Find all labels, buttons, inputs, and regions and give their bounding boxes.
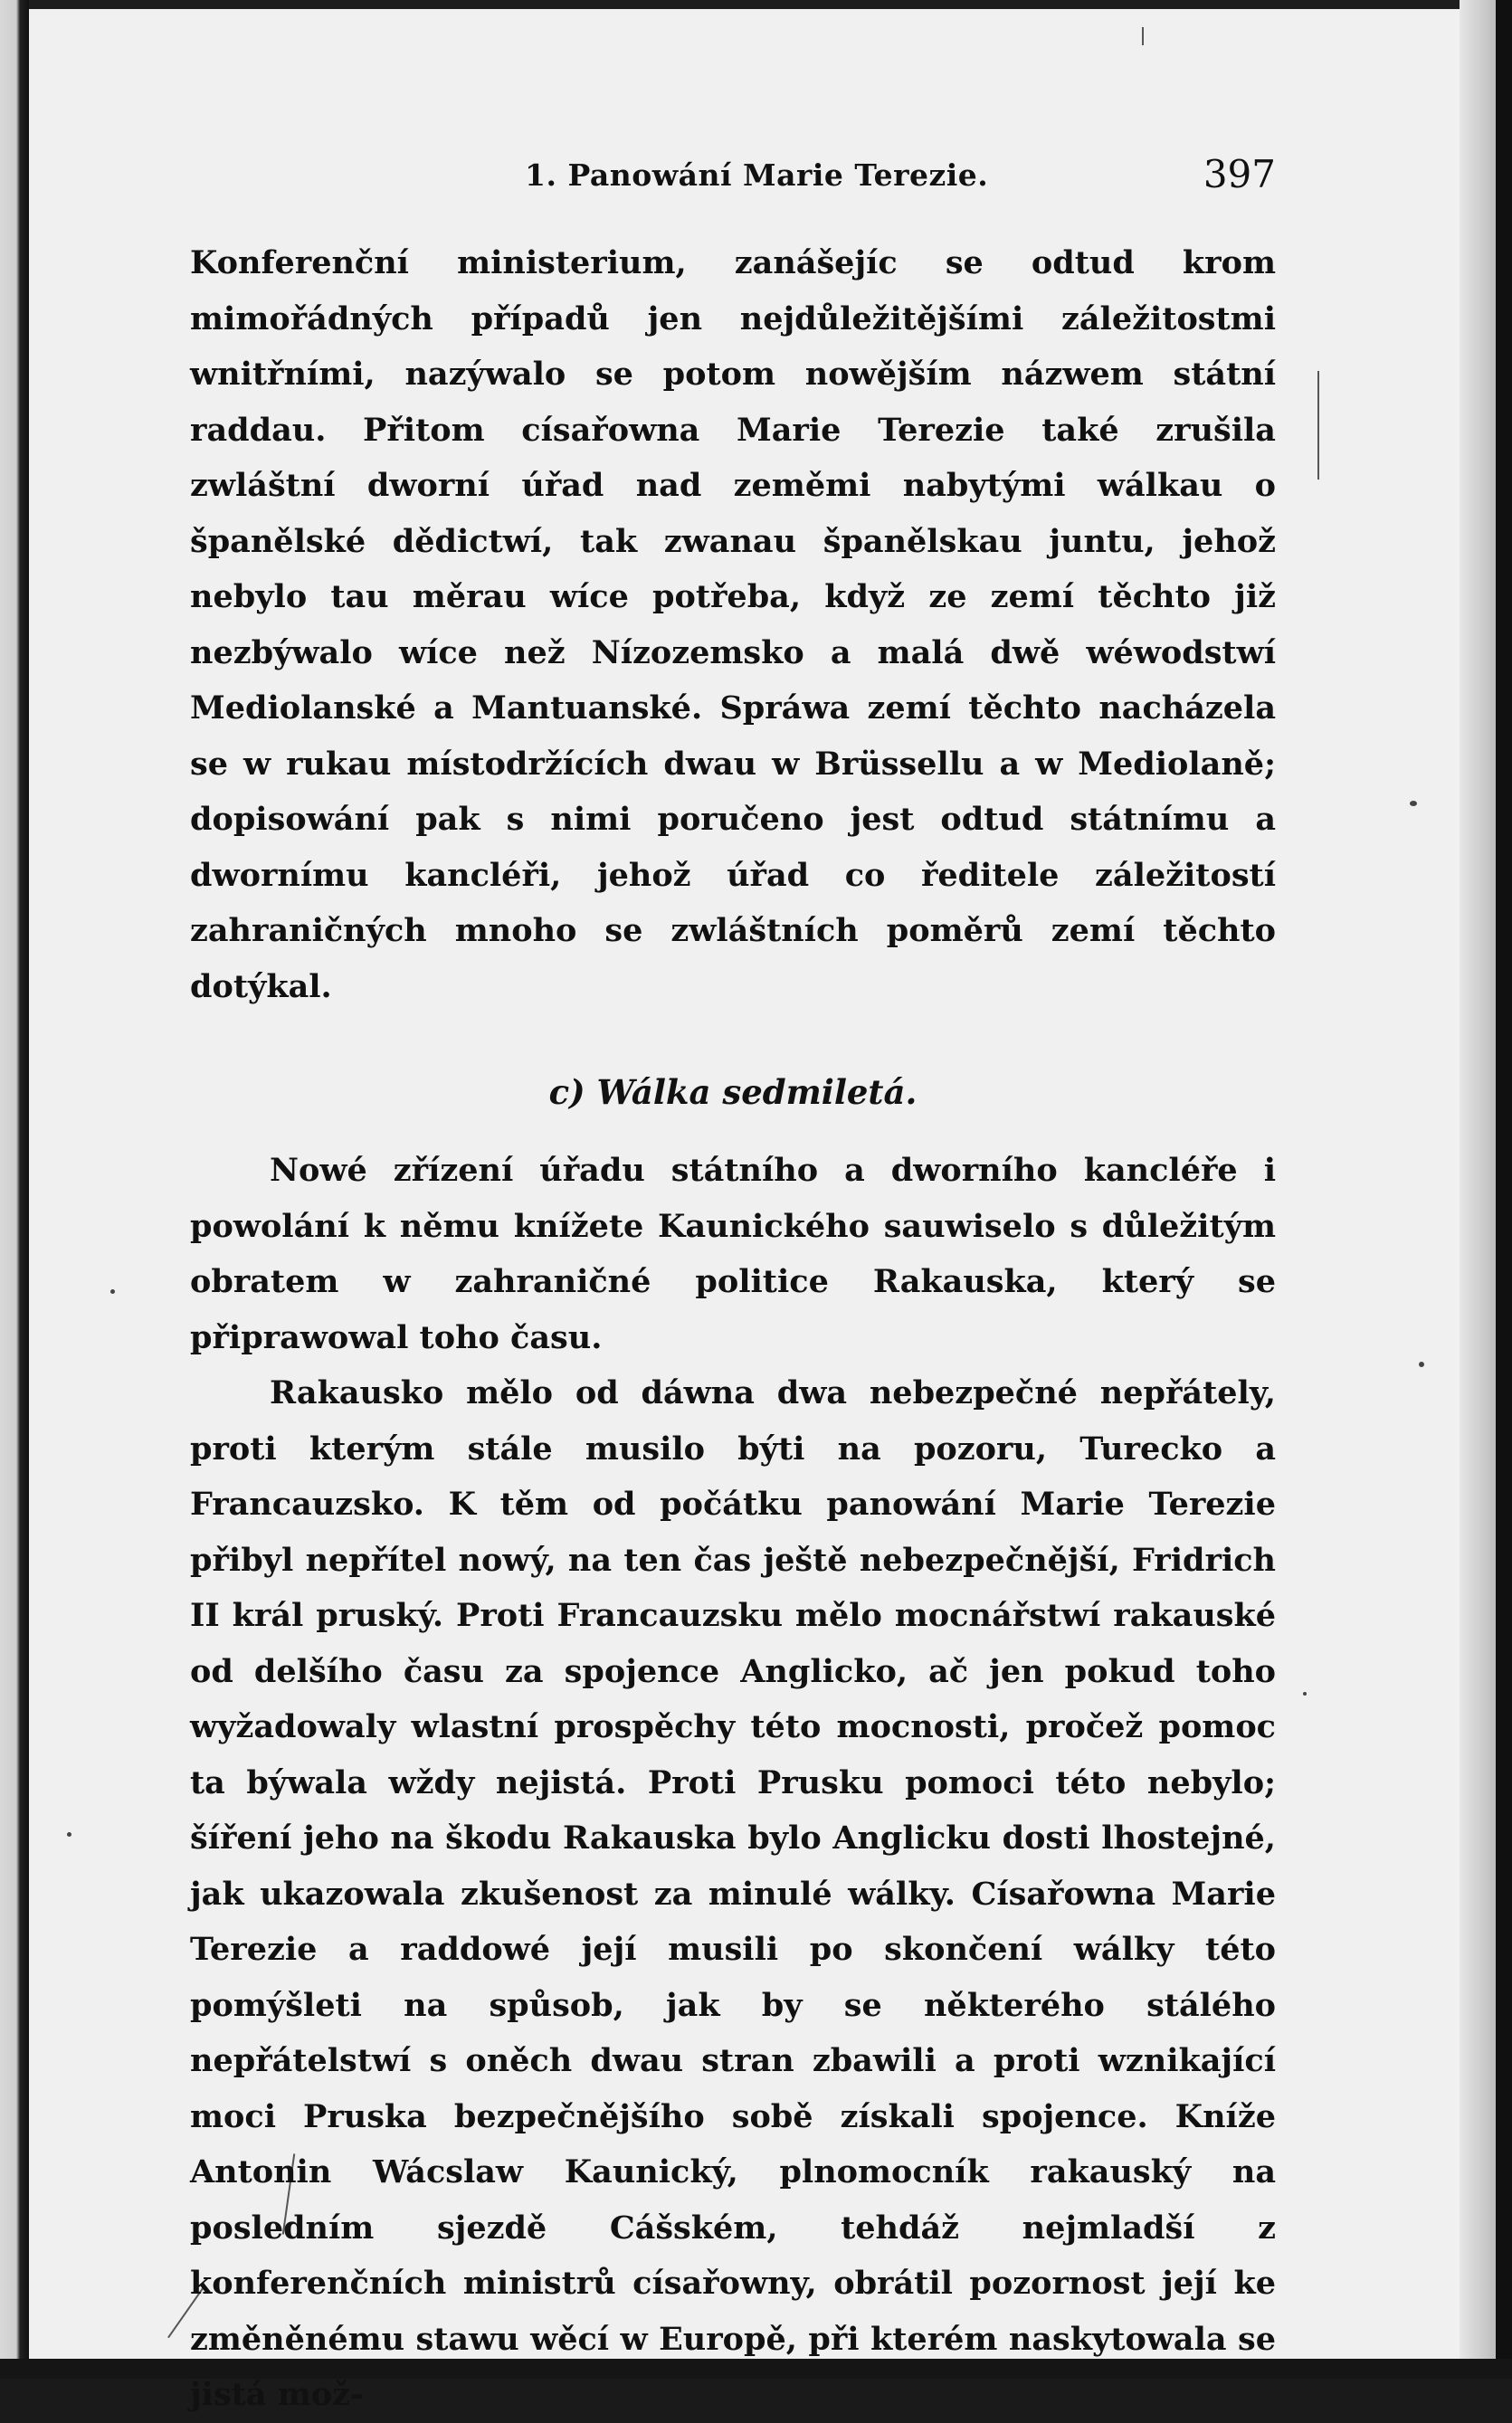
scan-right-edge [1496,0,1512,2379]
paragraph: Nowé zřízení úřadu státního a dworního kancléře i powolání k němu knížete Kaunického sauwiselo s důležitým obratem w zahraničné politice Rakauska, který se připrawowal toho času. [190,1152,1276,1356]
body-text [190,235,1276,2423]
page-number: 397 [1203,152,1276,196]
scan-left-gutter [0,0,29,2379]
section-heading: c) Wálka sedmiletá. [548,1072,918,1112]
running-head [190,152,1276,203]
scan-speck [1410,801,1417,806]
scan-speck [67,1832,71,1837]
scan-right-shadow [1460,0,1496,2379]
scan-speck [1419,1362,1424,1367]
scan-speck [110,1289,115,1294]
paragraph: Konferenční ministerium, zanášejíc se odtud krom mimořádných případů jen nejdůležitějšími záležitostmi wnitřními, nazýwalo se potom nowějším názwem státní raddau. Přitom císařowna Marie Terezie také zrušila zwláštní dworní úřad nad zeměmi nabytými wálkau o španělské dědictwí, tak zwanau španělskau juntu, jehož nebylo tau měrau wíce potřeba, když ze zemí těchto již nezbýwalo wíce než Nízozemsko a malá dwě wéwodstwí Mediolanské a Mantuanské. Spráwa zemí těchto nacházela se w rukau místodržících dwau w Brüssellu a w Mediolaně; dopisowání pak s nimi poručeno jest odtud státnímu a dwornímu kancléři, jehož úřad co ředitele záležitostí zahraničných mnoho se zwláštních poměrů zemí těchto dotýkal. [190,244,1276,1005]
scan-mark [1142,27,1144,45]
scan-mark [1317,371,1319,480]
running-title: 1. Panowání Marie Terezie. [525,157,989,193]
scan-speck [1303,1692,1307,1696]
scan-top-edge [0,0,1512,9]
paragraph: Rakausko mělo od dáwna dwa nebezpečné nepřátely, proti kterým stále musilo býti na pozoru, Turecko a Francauzsko. K těm od počátku panowání Marie Terezie přibyl nepřítel nowý, na ten čas ještě nebezpečnější, Fridrich II král pruský. Proti Francauzsku mělo mocnářstwí rakauské od delšího času za spojence Anglicko, ač jen pokud toho wyžadowaly wlastní prospěchy této mocnosti, pročež pomoc ta býwala wždy nejistá. Proti Prusku pomoci této nebylo; šíření jeho na škodu Rakauska bylo Anglicku dosti lhostejné, jak ukazowala zkušenost za minulé wálky. Císařowna Marie Terezie a raddowé její musili po skončení wálky této pomýšleti na spůsob, jak by se některého stálého nepřátelstwí s oněch dwau stran zbawili a proti wznikající moci Pruska bezpečnějšího sobě získali spojence. Kníže Antonin Wácslaw Kaunický, plnomocník rakauský na posledním sjezdě Cášském, tehdáž nejmladší z konferenčních ministrů císařowny, obrátil pozornost její ke změněnému stawu wěcí w Europě, při kterém naskytowala se jistá mož- [190,1374,1276,2413]
